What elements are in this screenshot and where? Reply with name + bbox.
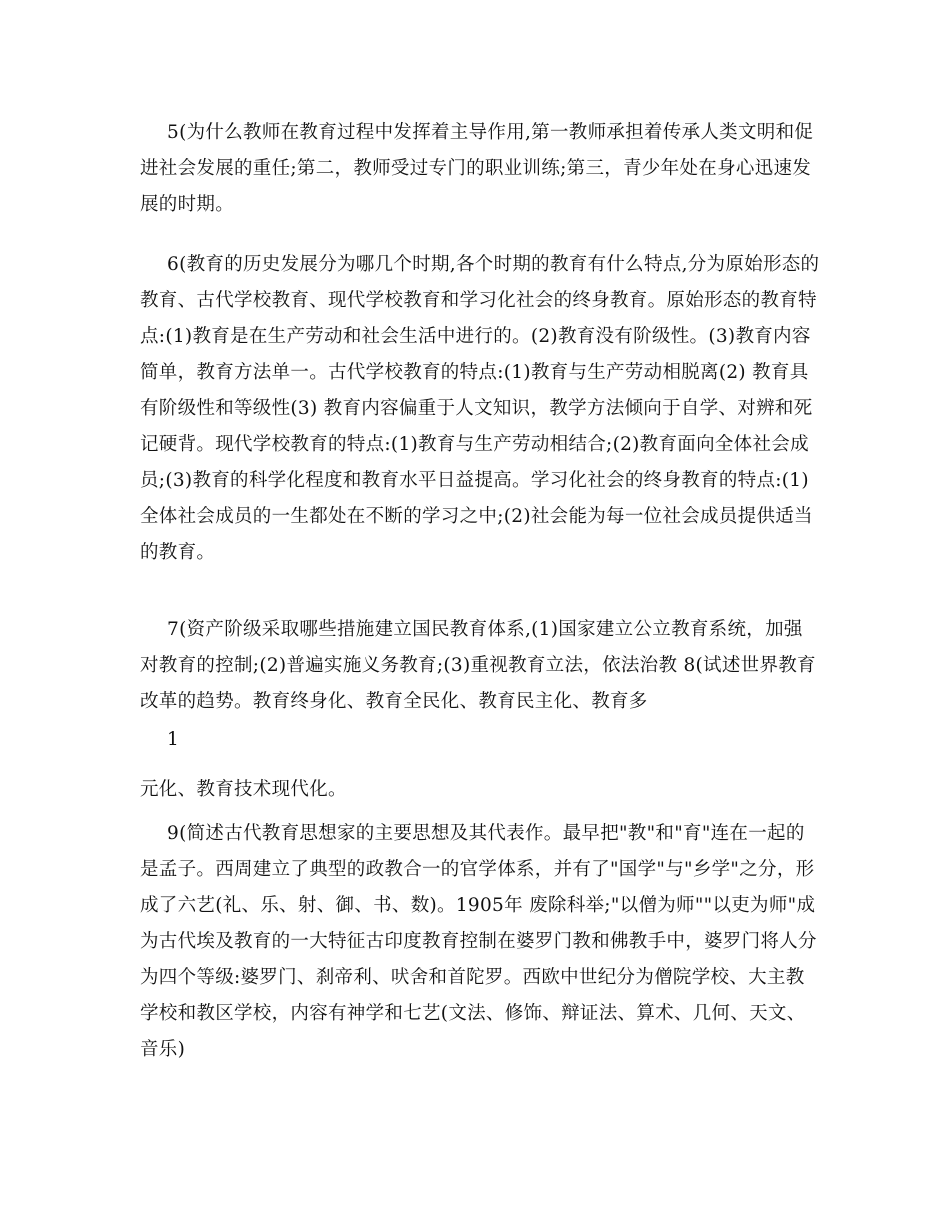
paragraph-question-9: 9(简述古代教育思想家的主要思想及其代表作。最早把"教"和"育"连在一起的是孟子。西周建立了典型的政教合一的官学体系，并有了"国学"与"乡学"之分，形成了六艺(礼、乐、射、御、书、数)。1905年 废除科举;"以僧为师""以吏为师"成为古代埃及教育的一大特征古印度教育控制在婆罗门教和佛教手中，婆罗门将人分为四个等级:婆罗门、刹帝利、吠舍和首陀罗。西欧中世纪分为僧院学校、大主教学校和教区学校，内容有神学和七艺(文法、修饰、辩证法、算术、几何、天文、音乐) (140, 823, 817, 1060)
page-number: 1 (167, 729, 180, 750)
paragraph-question-6: 6(教育的历史发展分为哪几个时期,各个时期的教育有什么特点,分为原始形态的教育、古代学校教育、现代学校教育和学习化社会的终身教育。原始形态的教育特点:(1)教育是在生产劳动和社会生活中进行的。(2)教育没有阶级性。(3)教育内容简单，教育方法单一。古代学校教育的特点:(1)教育与生产劳动相脱离(2) 教育具有阶级性和等级性(3) 教育内容偏重于人文知识，教学方法倾向于自学、对辨和死记硬背。现代学校教育的特点:(1)教育与生产劳动相结合;(2)教育面向全体社会成员;(3)教育的科学化程度和教育水平日益提高。学习化社会的终身教育的特点:(1)全体社会成员的一生都处在不断的学习之中;(2)社会能为每一位社会成员提供适当的教育。 (140, 254, 820, 563)
paragraph-question-7-8: 7(资产阶级采取哪些措施建立国民教育体系,(1)国家建立公立教育系统，加强对教育的控制;(2)普遍实施义务教育;(3)重视教育立法，依法治教 8(试述世界教育改革的趋势。教育终身化、教育全民化、教育民主化、教育多 (140, 619, 816, 712)
paragraph-continuation: 元化、教育技术现代化。 (140, 779, 347, 800)
paragraph-question-5: 5(为什么教师在教育过程中发挥着主导作用,第一教师承担着传承人类文明和促进社会发展的重任;第二，教师受过专门的职业训练;第三，青少年处在身心迅速发展的时期。 (140, 122, 814, 215)
